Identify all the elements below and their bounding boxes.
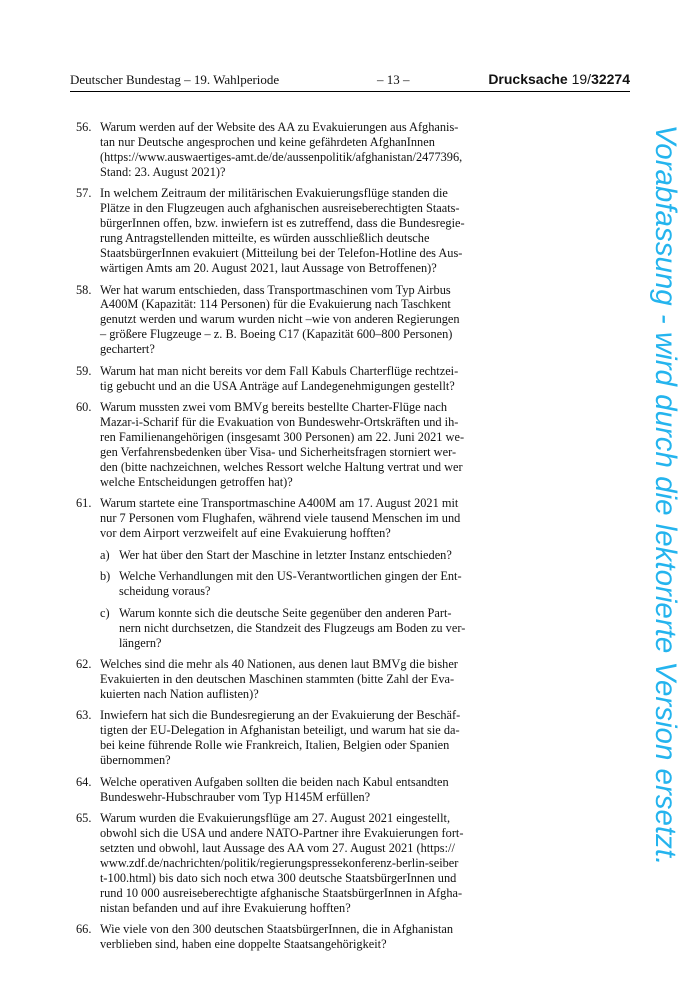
question-line: bei keine führende Rolle wie Frankreich, Italien, Belgien oder Spanien (100, 738, 450, 753)
question-text (100, 364, 472, 394)
header-rule (70, 91, 630, 92)
sub-question-letter: b) (100, 569, 111, 584)
question-item (70, 775, 472, 805)
sub-question-item (100, 569, 472, 599)
sub-question-line: nern nicht durchsetzen, die Standzeit des Flugzeugs am Boden zu ver- (119, 620, 466, 635)
question-item (70, 922, 472, 952)
question-line: Mazar-i-Scharif für die Evakuation von Bundeswehr-Ortskräften und ih- (100, 415, 459, 430)
question-line: Warum hat man nicht bereits vor dem Fall Kabuls Charterflüge rechtzei- (100, 363, 459, 378)
question-line: Evakuierten in den deutschen Maschinen stammten (bitte Zahl der Eva- (100, 671, 455, 686)
sub-question-item (100, 606, 472, 651)
question-line: Bundeswehr-Hubschrauber vom Typ H145M erfüllen? (100, 789, 371, 804)
question-line: bürgerInnen offen, bzw. inwiefern ist es zutreffend, dass die Bundesregie- (100, 216, 465, 231)
question-item (70, 186, 472, 276)
question-line: obwohl sich die USA und andere NATO-Partner ihre Evakuierungen fort- (100, 826, 464, 841)
question-line: Welche operativen Aufgaben sollten die beiden nach Kabul entsandten (100, 774, 449, 789)
question-number: 63. (76, 708, 92, 723)
question-line: Stand: 23. August 2021)? (100, 164, 226, 179)
doc-number: 32274 (591, 71, 630, 87)
parliament-label: Deutscher Bundestag – 19. Wahlperiode (70, 72, 280, 87)
question-number: 59. (76, 363, 92, 378)
question-line: Warum startete eine Transportmaschine A400M am 17. August 2021 mit (100, 496, 459, 511)
question-line: welche Entscheidungen getroffen hat)? (100, 474, 293, 489)
sub-question-line: Warum konnte sich die deutsche Seite gegenüber den anderen Part- (119, 605, 452, 620)
question-number: 65. (76, 811, 92, 826)
question-text (100, 775, 472, 805)
question-line: (https://www.auswaertiges-amt.de/de/aussenpolitik/afghanistan/2477396, (100, 149, 463, 164)
question-line: übernommen? (100, 753, 171, 768)
sub-question-line: scheidung voraus? (119, 584, 211, 599)
doc-number-prefix: 19/ (571, 71, 592, 87)
draft-watermark: Vorabfassung - wird durch die lektorierte Version ersetzt. (649, 124, 682, 866)
question-text (100, 708, 472, 768)
question-line: vor dem Airport verzweifelt auf eine Evakuierung hofften? (100, 526, 391, 541)
sub-question-letter: c) (100, 605, 110, 620)
question-number: 58. (76, 282, 92, 297)
question-line: – größere Flugzeuge – z. B. Boeing C17 (Kapazität 600–800 Personen) (100, 327, 453, 342)
question-text (100, 120, 472, 180)
document-number (488, 71, 630, 87)
question-text (100, 811, 472, 916)
page-number: – 13 – (377, 72, 410, 87)
question-line: kuierten nach Nation auflisten)? (100, 686, 259, 701)
question-text (100, 186, 472, 276)
question-line: Warum mussten zwei vom BMVg bereits bestellte Charter-Flüge nach (100, 400, 448, 415)
question-text (100, 283, 472, 358)
question-text (100, 922, 472, 952)
question-line: den (bitte nachzeichnen, welches Ressort welche Haltung vertrat und wer (100, 460, 463, 475)
sub-question-letter: a) (100, 547, 110, 562)
question-line: nistan befanden und auf ihre Evakuierung hofften? (100, 900, 351, 915)
sub-question-line: Welche Verhandlungen mit den US-Verantwortlichen gingen der Ent- (119, 569, 462, 584)
question-line: tan nur Deutsche angesprochen und keine gefährdeten AfghanInnen (100, 134, 435, 149)
question-number: 60. (76, 400, 92, 415)
question-line: gechartert? (100, 342, 155, 357)
question-line: Plätze in den Flugzeugen auch afghanischen ausreiseberechtigten Staats- (100, 201, 460, 216)
question-line: StaatsbürgerInnen evakuiert (Mitteilung bei der Telefon-Hotline des Aus- (100, 246, 463, 261)
sub-question-line: Wer hat über den Start der Maschine in letzter Instanz entschieden? (119, 547, 452, 562)
question-line: Wie viele von den 300 deutschen StaatsbürgerInnen, die in Afghanistan (100, 922, 454, 937)
question-line: ren Familienangehörigen (insgesamt 300 Personen) am 22. Juni 2021 we- (100, 430, 465, 445)
question-line: nur 7 Personen vom Flughafen, während viele tausend Menschen im und (100, 511, 461, 526)
question-line: gen Verfahrensbedenken über Visa- und Sicherheitsfragen storniert wer- (100, 445, 457, 460)
question-number: 64. (76, 774, 92, 789)
question-number: 56. (76, 120, 92, 134)
page-header (70, 72, 630, 90)
question-line: genutzt werden und warum wurden nicht –wie von anderen Regierungen (100, 312, 460, 327)
question-number: 57. (76, 186, 92, 201)
question-item (70, 811, 472, 916)
question-item (70, 283, 472, 358)
question-line: wärtigen Amts am 20. August 2021, laut Aussage von Betroffenen)? (100, 261, 437, 276)
question-number: 62. (76, 657, 92, 671)
question-line: verblieben sind, haben eine doppelte Staatsangehörigkeit? (100, 937, 387, 952)
question-line: Wer hat warum entschieden, dass Transportmaschinen vom Typ Airbus (100, 282, 451, 297)
question-list (70, 120, 472, 959)
question-item (70, 657, 472, 702)
question-line: A400M (Kapazität: 114 Personen) für die Evakuierung nach Taschkent (100, 297, 451, 312)
question-item (70, 120, 472, 180)
question-item (70, 400, 472, 490)
question-text (100, 400, 472, 490)
question-text (100, 657, 472, 702)
question-line: t-100.html) bis dato sich noch etwa 300 deutsche StaatsbürgerInnen und (100, 870, 457, 885)
question-line: Inwiefern hat sich die Bundesregierung an der Evakuierung der Beschäf- (100, 708, 461, 723)
question-line: rung Antragstellenden mitteilte, es würden ausschließlich deutsche (100, 231, 430, 246)
question-number: 61. (76, 496, 92, 511)
question-line: Welches sind die mehr als 40 Nationen, aus denen laut BMVg die bisher (100, 657, 458, 671)
question-line: In welchem Zeitraum der militärischen Evakuierungsflüge standen die (100, 186, 448, 201)
question-item (70, 364, 472, 394)
question-line: tigten der EU-Delegation in Afghanistan beteiligt, und warum hat sie da- (100, 723, 460, 738)
question-line: Warum wurden die Evakuierungsflüge am 27. August 2021 eingestellt, (100, 811, 451, 826)
sub-question-line: längern? (119, 635, 162, 650)
question-line: rund 10 000 ausreiseberechtigte afghanische StaatsbürgerInnen in Afgha- (100, 885, 463, 900)
question-number: 66. (76, 922, 92, 937)
question-text (100, 496, 472, 541)
question-item (70, 708, 472, 768)
sub-question-item (100, 548, 472, 563)
question-line: Warum werden auf der Website des AA zu Evakuierungen aus Afghanis- (100, 120, 459, 134)
question-line: setzten und obwohl, laut Aussage des AA vom 27. August 2021 (https:// (100, 840, 455, 855)
question-line: tig gebucht und an die USA Anträge auf Landegenehmigungen gestellt? (100, 378, 455, 393)
question-item (70, 496, 472, 650)
doc-label: Drucksache (488, 71, 572, 87)
question-line: www.zdf.de/nachrichten/politik/regierungspressekonferenz-berlin-seiber (100, 855, 459, 870)
